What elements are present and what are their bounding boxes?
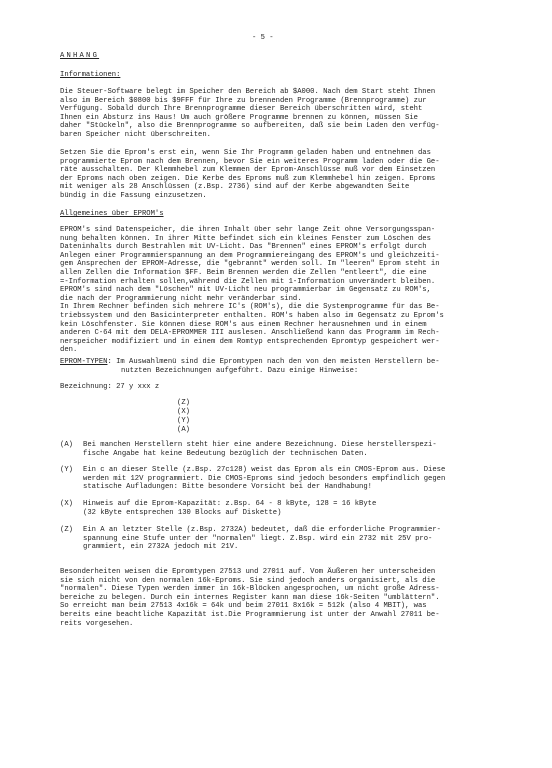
info-paragraph-2: Setzen Sie die Eprom's erst ein, wenn Sie Ihr Programm geladen haben und entnehmen das programmierte Eprom nach dem Brennen, bevor Sie ein weiteres Programm laden oder die Ge- räte ausschalten. Der Klemmhebel zum Klemmen der Eprom-Anschlüsse muß vor dem Einsetzen der Eproms nach oben zeigen. Die Kerbe des Eproms muß zum Klemmhebel hin zeigen. Eproms mit weniger als 28 Anschlüssen (z.Bsp. 2736) sind auf der Kerbe abgewandten Seite bündig in die Fassung einzusetzen.	[60, 149, 440, 200]
info-paragraph-1: Die Steuer-Software belegt im Speicher den Bereich ab $A000. Nach dem Start steht Ihnen also im Bereich $0800 bis $9FFF für Ihre zu brennenden Programme (Brennprogramme) zur Verfügung. Sobald durch Ihre Brennprogramme dieser Bereich überschritten wird, steht Ihnen ein Absturz ins Haus! Um auch größere Programme brennen zu können, müssen Sie daher "Stückeln", also die Brennprogramme so aufbereiten, daß sie beim Laden den verfüg- baren Speicher nicht überschreiten.	[60, 88, 440, 139]
appendix-heading: ANHANG	[60, 52, 100, 60]
designation-code-y: (Y)	[177, 417, 190, 425]
eprom-types-line-2: nutzten Bezeichnungen aufgeführt. Dazu einige Hinweise:	[121, 367, 359, 375]
eprom-types-label: EPROM-TYPEN	[60, 358, 108, 366]
designation-code-z: (Z)	[177, 399, 190, 407]
document-page: - 5 - ANHANG Informationen: Die Steuer-Software belegt im Speicher den Bereich ab $A000. Nach dem Start steht Ihnen also im Bereich $0800 bis $9FFF für Ihre zu brennenden Programme (Brennprogramme) zur Verfügung. Sobald durch Ihre Brennprogramme dieser Bereich überschritten wird, steht Ihnen ein Absturz ins Haus! Um auch größere Programme brennen zu können, müssen Sie daher "Stückeln", also die Brennprogramme so aufbereiten, daß sie beim Laden den verfüg- baren Speicher nicht überschreiten. Setzen Sie die Eprom's erst ein, wenn Sie Ihr Programm geladen haben und entnehmen das programmierte Eprom nach dem Brennen, bevor Sie ein weiteres Programm laden oder die Ge- räte ausschalten. Der Klemmhebel zum Klemmen der Eprom-Anschlüsse muß vor dem Einsetzen der Eproms nach oben zeigen. Die Kerbe des Eproms muß zum Klemmhebel hin zeigen. Eproms mit weniger als 28 Anschlüssen (z.Bsp. 2736) sind auf der Kerbe abgewandten Seite bündig in die Fassung einzusetzen. Allgemeines über EPROM's EPROM's sind Datenspeicher, die ihren Inhalt über sehr lange Zeit ohne Versorgungsspan- nung behalten können. In ihrer Mitte befindet sich ein kleines Fenster zum Löschen des Dateninhalts durch Bestrahlen mit UV-Licht. Das "Brennen" eines EPROM's erfolgt durch Anlegen einer Programmierspannung an dem Programmiereingang des EPROM's und gleichzeiti- gem Ansprechen der EPROM-Adresse, die "gebrannt" werden soll. Im "leeren" Eprom steht in allen Zellen die Information $FF. Beim Brennen werden die Zellen "entleert", die eine =-Information erhalten sollen,während die Zellen mit 1-Information unverändert bleiben. EPROM's sind nach dem "Löschen" mit UV-Licht neu programmierbar im Gegensatz zu ROM's, die nach der Programmierung nicht mehr veränderbar sind. In Ihrem Rechner befinden sich mehrere IC's (ROM's), die die Systemprogramme für das Be- triebssystem und den Basicinterpreter enthalten. ROM's haben also im Gegensatz zu Eprom's kein Löschfenster. Sie können diese ROM's aus einem Rechner herausnehmen und in einem anderen C-64 mit dem DELA-EPROMMER III auslesen. Anschließend kann das Programm im Rech- nerspeicher modifiziert und in einem dem Romtyp entsprechenden Epromtyp gespeichert wer- den. EPROM-TYPEN: Im Auswahlmenü sind die Epromtypen nach den von den meisten Herstellern be- nutzten Bezeichnungen aufgeführt. Dazu einige Hinweise: Bezeichnung: 27 y xxx z (Z) (X) (Y) (A) (A) Bei manchen Herstellern steht hier eine andere Bezeichnung. Diese herstellerspezi- fische Angabe hat keine Bedeutung bezüglich der technischen Daten. (Y) Ein c an dieser Stelle (z.Bsp. 27c128) weist das Eprom als ein CMOS-Eprom aus. Diese werden mit 12V programmiert. Die CMOS-Eproms sind jedoch besonders empfindlich gegen statische Aufladungen: Bitte besondere Vorsicht bei der Handhabung! (X) Hinweis auf die Eprom-Kapazität: z.Bsp. 64 - 8 kByte, 128 = 16 kByte (32 kByte entsprechen 130 Blocks auf Diskette) (Z) Ein A an letzter Stelle (z.Bsp. 2732A) bedeutet, daß die erforderliche Programmier- spannung eine Stufe unter der "normalen" liegt. Z.Bsp. wird ein 2732 mit 25V pro- grammiert, ein 2732A jedoch mit 21V. Besonderheiten weisen die Epromtypen 27513 und 27011 auf. Vom Äußeren her unterscheiden sie sich nicht von den normalen 16k-Eproms. Sie sind jedoch anders organisiert, als die "normalen". Diese Typen werden immer in 16k-Blöcken angesprochen, um nicht große Adress- bereiche zu belegen. Durch ein internes Register kann man diese 16k-Seiten "umblättern". So erreicht man beim 27513 4x16k = 64k und beim 27011 8x16k = 512k (also 4 MBIT), was bereits eine beachtliche Kapazität ist.Die Programmierung ist unter der Anwahl 27011 be- reits vorgesehen.	[0, 0, 552, 768]
special-types-paragraph: Besonderheiten weisen die Epromtypen 27513 und 27011 auf. Vom Äußeren her unterscheiden sie sich nicht von den normalen 16k-Eproms. Sie sind jedoch anders organisiert, als die "normalen". Diese Typen werden immer in 16k-Blöcken angesprochen, um nicht große Adress- bereiche zu belegen. Durch ein internes Register kann man diese 16k-Seiten "umblättern". So erreicht man beim 27513 4x16k = 64k und beim 27011 8x16k = 512k (also 4 MBIT), was bereits eine beachtliche Kapazität ist.Die Programmierung ist unter der Anwahl 27011 be- reits vorgesehen.	[60, 568, 440, 628]
eprom-types-line-1: EPROM-TYPEN: Im Auswahlmenü sind die Epromtypen nach den von den meisten Herstellern be-	[60, 358, 440, 366]
general-section-title: Allgemeines über EPROM's	[60, 210, 164, 218]
page-number: - 5 -	[252, 34, 274, 42]
designation-code-x: (X)	[177, 408, 190, 416]
designation-line: Bezeichnung: 27 y xxx z	[60, 383, 160, 391]
designation-code-a: (A)	[177, 426, 190, 434]
info-section-title: Informationen:	[60, 71, 121, 79]
general-paragraph-1: EPROM's sind Datenspeicher, die ihren Inhalt über sehr lange Zeit ohne Versorgungsspan- nung behalten können. In ihrer Mitte befindet sich ein kleines Fenster zum Löschen des Dateninhalts durch Bestrahlen mit UV-Licht. Das "Brennen" eines EPROM's erfolgt durch Anlegen einer Programmierspannung an dem Programmiereingang des EPROM's und gleichzeiti- gem Ansprechen der EPROM-Adresse, die "gebrannt" werden soll. Im "leeren" Eprom steht in allen Zellen die Information $FF. Beim Brennen werden die Zellen "entleert", die eine =-Information erhalten sollen,während die Zellen mit 1-Information unverändert bleiben. EPROM's sind nach dem "Löschen" mit UV-Licht neu programmierbar im Gegensatz zu ROM's, die nach der Programmierung nicht mehr veränderbar sind. In Ihrem Rechner befinden sich mehrere IC's (ROM's), die die Systemprogramme für das Be- triebssystem und den Basicinterpreter enthalten. ROM's haben also im Gegensatz zu Eprom's kein Löschfenster. Sie können diese ROM's aus einem Rechner herausnehmen und in einem anderen C-64 mit dem DELA-EPROMMER III auslesen. Anschließend kann das Programm im Rech- nerspeicher modifiziert und in einem dem Romtyp entsprechenden Epromtyp gespeichert wer- den.	[60, 226, 444, 355]
